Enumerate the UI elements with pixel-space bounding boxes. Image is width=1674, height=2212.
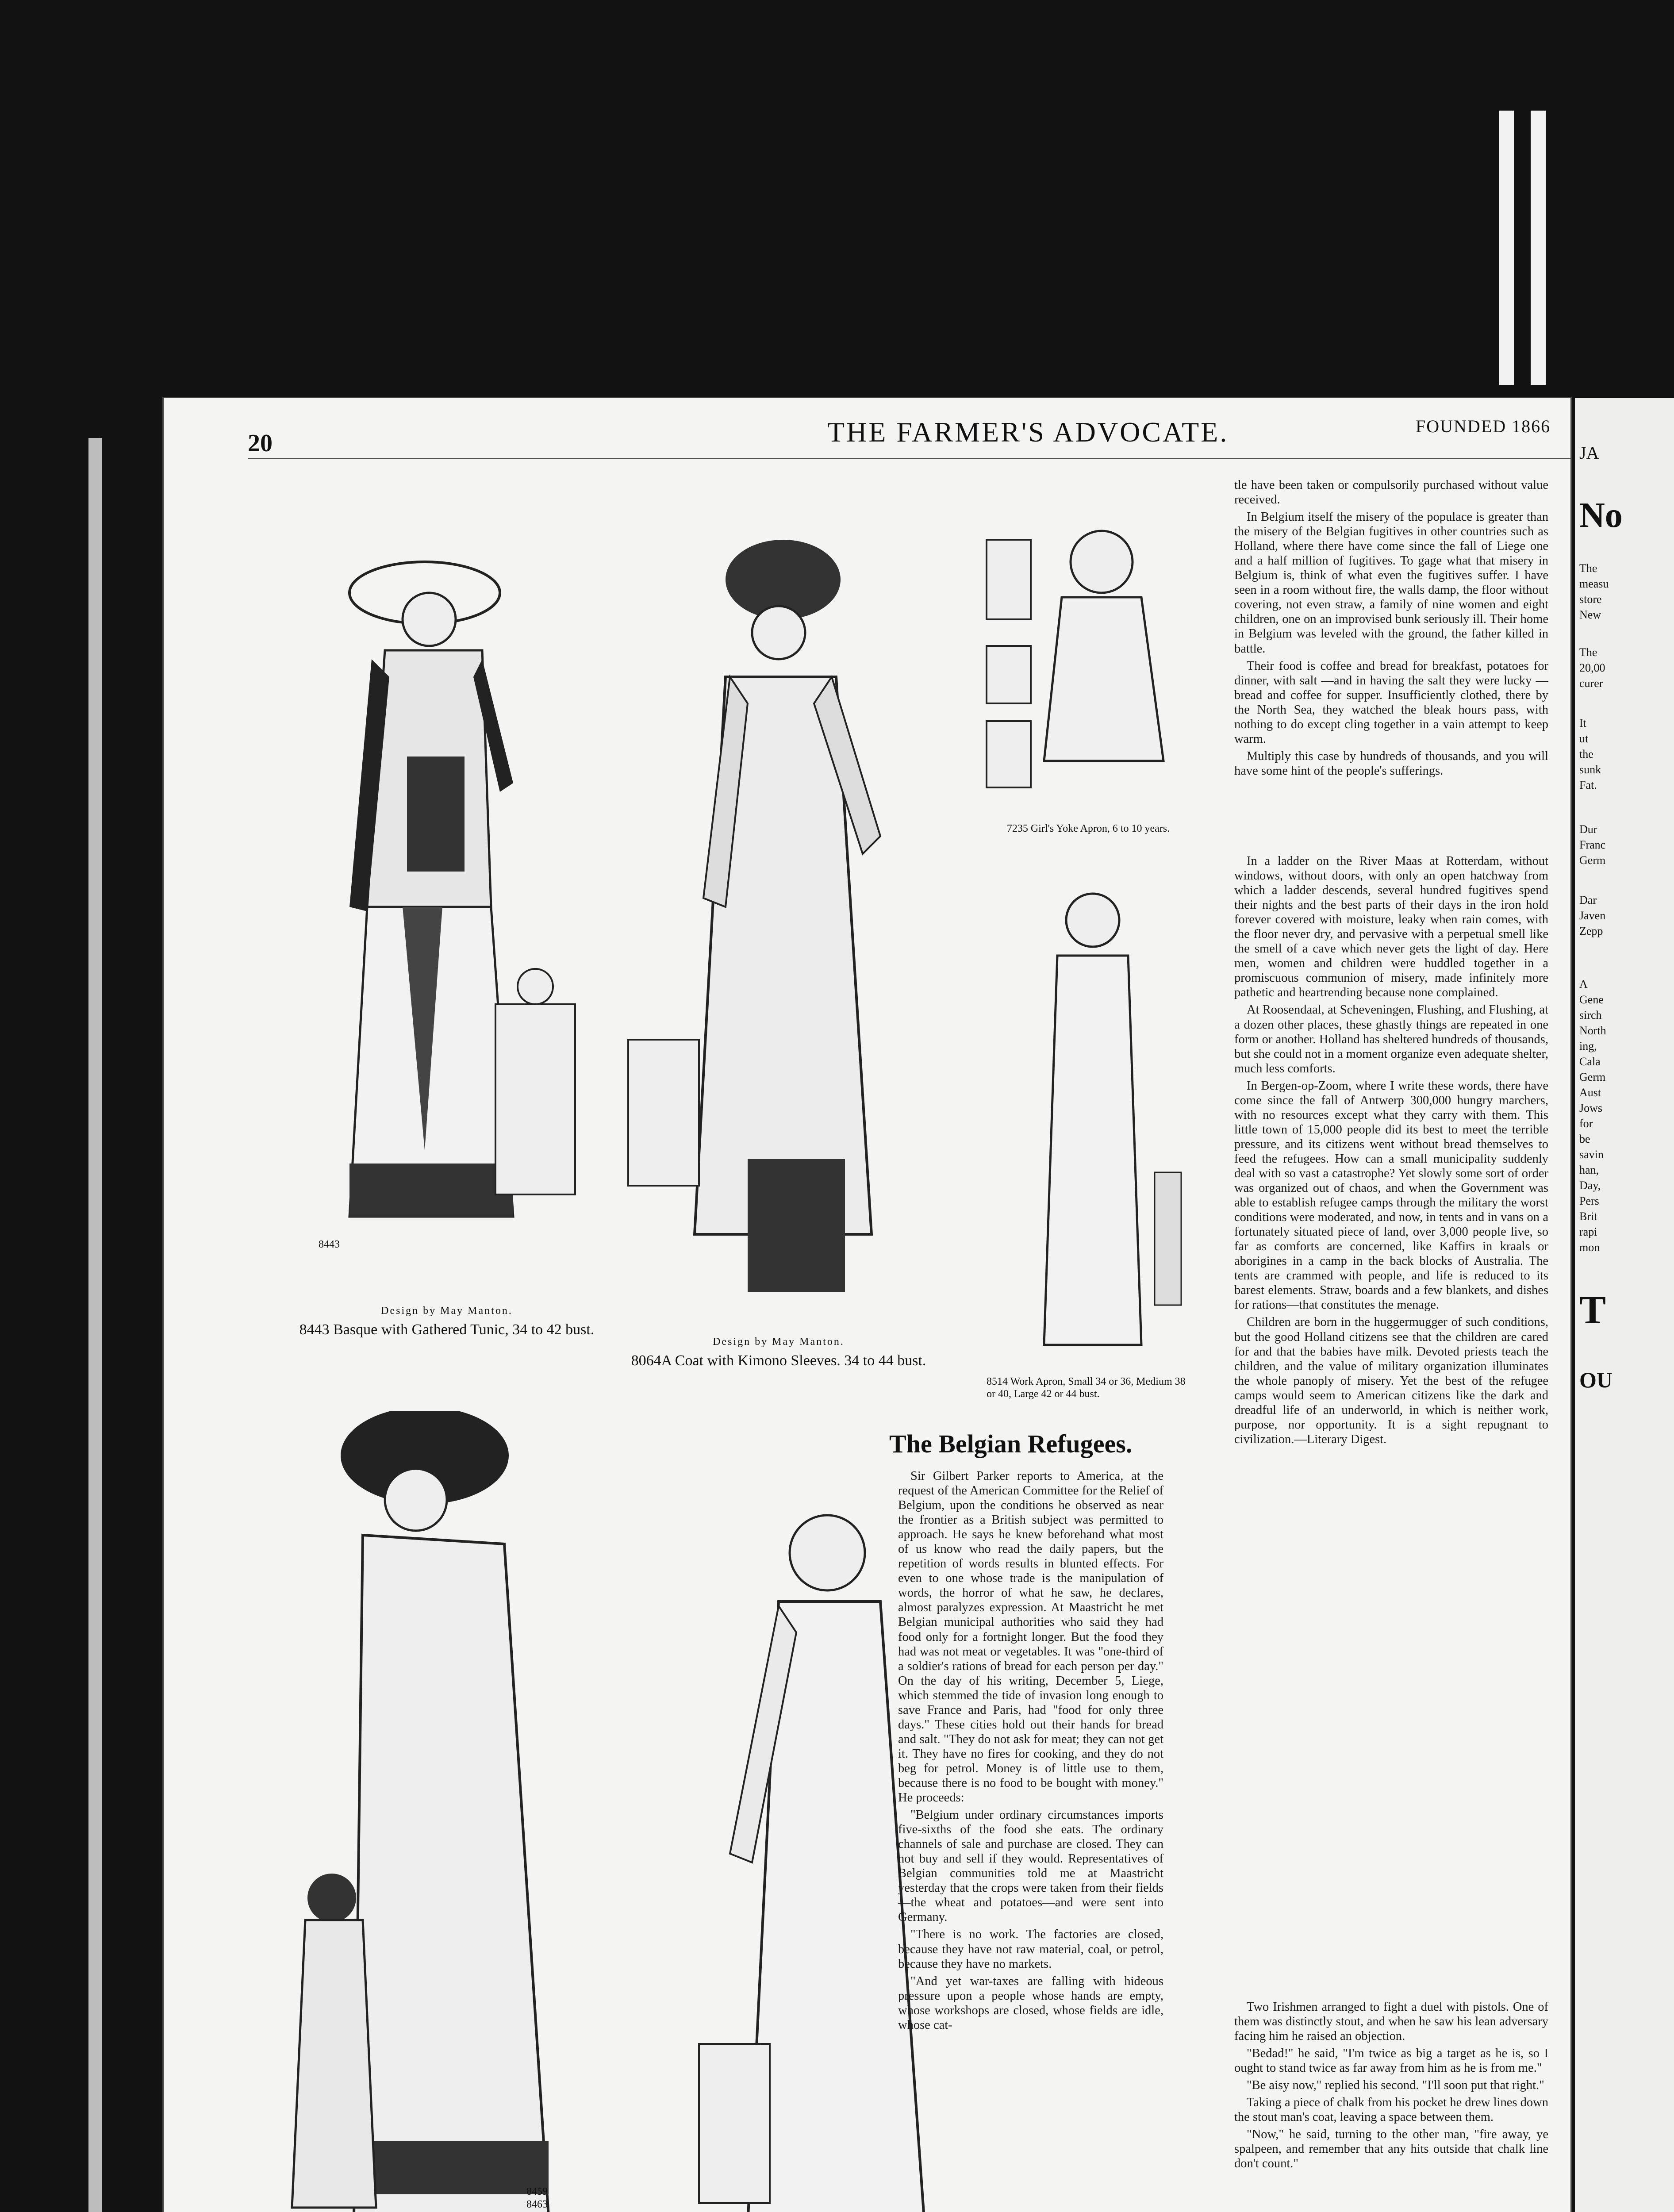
figure-basque-illustration <box>283 509 593 1283</box>
article-paragraph: Sir Gilbert Parker reports to America, at the request of the American Committee for the Relief of Belgium, upon the conditions he observed as near the frontier as a British subject was permitted to approach. He says he knew beforehand what most of us know who read the daily papers, but the repetition of words results in blunted effects. For even to one whose trade is the manipulation of words, the horror of what he saw, he declares, almost paralyzes expression. At Maastricht he met Belgian municipal authorities who said they had food only for a fortnight longer. But the food they had was not meat or vegetables. It was "one-third of a soldier's rations of bread for each person per day." On the day of his writing, December 5, Liege, which stemmed the tide of invasion long enough to save France and Paris, had "food for only three days." These cities hold out their hands for bread and salt. "They do not ask for meat; they can not get it. They have no fires for cooking, and they do not beg for petrol. Money is of little use to them, because there is no food to be bought with money." He proceeds: <box>898 1469 1163 1805</box>
fragment-text: The <box>1579 646 1597 659</box>
fragment-text: store <box>1579 593 1602 606</box>
fragment-text: ut <box>1579 732 1589 745</box>
fragment-text: savin <box>1579 1148 1604 1161</box>
fragment-text: rapi <box>1579 1225 1597 1238</box>
adjacent-page-fragment <box>1575 398 1674 2212</box>
newspaper-page <box>164 398 1570 2212</box>
fragment-text: Brit <box>1579 1210 1597 1223</box>
figure-coat-illustration <box>615 518 925 1305</box>
founded-line: FOUNDED 1866 <box>1416 416 1551 436</box>
figure-caption <box>279 1305 615 1338</box>
scan-tape-mark <box>1499 111 1514 385</box>
fragment-text: Dar <box>1579 894 1597 906</box>
fragment-text: Cala <box>1579 1055 1601 1068</box>
fragment-text: Zepp <box>1579 925 1603 937</box>
article-column <box>898 1469 1163 2212</box>
fragment-text: Germ <box>1579 854 1606 867</box>
anecdote-paragraph: "Be aisy now," replied his second. "I'll soon put that right." <box>1247 2078 1544 2093</box>
fragment-text: Pers <box>1579 1194 1599 1207</box>
continued-column-top <box>1234 478 1548 849</box>
fragment-text: sunk <box>1579 763 1601 776</box>
column-paragraph: Children are born in the huggermugger of such conditions, but the good Holland citizens see that the children are cared for and that the babies have milk. Devoted priests teach the children, and the value of military organization illuminates the whole panoply of misery. Yet the best of the refugee camps would seem to American citizens like the dark and dreadful life of an underworld, in which is neither work, purpose, nor opportunity. It is a sight repugnant to civilization.—Literary Digest. <box>1234 1315 1548 1446</box>
figure-caption: 8514 Work Apron, Small 34 or 36, Medium 38 or 40, Large 42 or 44 bust. <box>987 1376 1186 1400</box>
fragment-text: measu <box>1579 577 1609 590</box>
fragment-text: Javen <box>1579 909 1606 922</box>
article-paragraph: "And yet war-taxes are falling with hideous pressure upon a people whose hands are empty, whose workshops are closed, whose fields are idle, whose cat- <box>898 1974 1163 2032</box>
scan-tape-mark <box>1531 111 1546 385</box>
column-paragraph: Multiply this case by hundreds of thousands, and you will have some hint of the people's sufferings. <box>1234 749 1548 778</box>
continued-column-middle <box>1234 854 1548 1986</box>
caption-text: 8064A Coat with Kimono Sleeves. 34 to 44 bust. <box>631 1352 926 1369</box>
anecdote-paragraph: "Bedad!" he said, "I'm twice as big a target as he is, so I ought to stand twice as far away from him as he is from me." <box>1234 2047 1548 2075</box>
figure-caption <box>610 1336 947 1369</box>
anecdote-column <box>1234 2000 1548 2212</box>
fragment-text: No <box>1579 496 1623 535</box>
column-paragraph: At Roosendaal, at Scheveningen, Flushing, and Flushing, at a dozen other places, these ghastly things are repeated in one form or another. Holland has sheltered hundreds of thousands, but she could not in a moment organize even adequate shelter, much less comforts. <box>1234 1003 1548 1075</box>
figure-number: 8459 8463 <box>526 2186 548 2210</box>
figure-number: 8443 <box>319 1239 340 1250</box>
fragment-text: JA <box>1579 443 1599 463</box>
fragment-text: Franc <box>1579 838 1606 851</box>
fragment-text: It <box>1579 717 1586 730</box>
article-paragraph: "Belgium under ordinary circumstances imports five-sixths of the food she eats. The ordinary channels of sale and purchase are closed. They can not buy and sell if they would. Representatives of Belgian communities told me at Maastricht yesterday that the crops were taken from their fields—the wheat and potatoes—and were sent into Germany. <box>898 1808 1163 1924</box>
page-number: 20 <box>248 430 273 457</box>
article-title: The Belgian Refugees. <box>889 1429 1133 1458</box>
fragment-text: Fat. <box>1579 779 1597 791</box>
anecdote-paragraph: Two Irishmen arranged to fight a duel with pistols. One of them was distinctly stout, and when he saw his lean adversary facing him he raised an objection. <box>1234 2000 1548 2043</box>
fragment-text: Gene <box>1579 993 1604 1006</box>
column-paragraph: tle have been taken or compulsorily purchased without value received. <box>1234 478 1548 507</box>
fragment-text: be <box>1579 1133 1590 1145</box>
fragment-text: sirch <box>1579 1009 1602 1022</box>
fragment-text: 20,00 <box>1579 661 1605 674</box>
fragment-text: T <box>1579 1288 1606 1332</box>
header-rule <box>248 458 1570 459</box>
fragment-text: OU <box>1579 1367 1613 1392</box>
fragment-text: A <box>1579 978 1588 991</box>
fragment-text: Aust <box>1579 1086 1601 1099</box>
fragment-text: The <box>1579 562 1597 575</box>
fragment-text: Day, <box>1579 1179 1601 1192</box>
fragment-text: Germ <box>1579 1071 1606 1083</box>
column-paragraph: In Belgium itself the misery of the populace is greater than the misery of the Belgian fugitives in other countries such as Holland, where there have come since the fall of Liege one and a half million of fugitives. To gage what that misery in Belgium is, think of what even the fugitives suffer. I have seen in a room without fire, the walls damp, the floor without covering, not even straw, a family of nine women and eight children, one on an improvised bunk seriously ill. Their home in Belgium was leveled with the ground, the father killed in battle. <box>1234 510 1548 656</box>
fragment-text: Jows <box>1579 1102 1603 1114</box>
fragment-text: mon <box>1579 1241 1600 1254</box>
scan-left-edge <box>88 438 102 2212</box>
anecdote-paragraph: "Now," he said, turning to the other man, "fire away, ye spalpeen, and remember that any hits outside that chalk line don't count." <box>1234 2128 1548 2171</box>
page-header <box>164 398 1570 469</box>
figure-caption: 7235 Girl's Yoke Apron, 6 to 10 years. <box>1006 823 1170 834</box>
fashion-illustration-icon <box>283 509 593 1283</box>
design-credit: Design by May Manton. <box>713 1336 845 1348</box>
figure-work-apron-illustration <box>987 885 1199 1371</box>
fragment-text: the <box>1579 748 1593 760</box>
design-credit: Design by May Manton. <box>381 1305 513 1317</box>
fragment-text: curer <box>1579 677 1603 690</box>
column-paragraph: In a ladder on the River Maas at Rotterdam, without windows, without doors, with only an open hatchway from which a ladder descends, several hundred fugitives spend their nights and the best parts of their days in the iron hold forever covered with moisture, leaky when rain comes, with the floor never dry, and pervasive with a perpetual smell like the smell of a cave which never gets the light of day. Here men, women and children were huddled together in a promiscuous communion of misery, made infinitely more pathetic and heartrending because none complained. <box>1234 854 1548 1000</box>
column-paragraph: In Bergen-op-Zoom, where I write these words, there have come since the fall of Antwerp 300,000 hungry marchers, with no resources except what they carry with them. This little town of 15,000 people did its best to meet the terrible pressure, and its citizens went without bread themselves to feed the refugees. How can a small municipality suddenly deal with so vast a catastrophe? Yet slowly some sort of order was organized out of chaos, and when the Government was able to establish refugee camps through the military the worst conditions were moderated, and now, in tents and in vans on a fortunately situated piece of land, over 3,000 people live, so far as comforts are concerned, like Kaffirs in kraals or aborigines in a camp in the back blocks of Australia. The tents are crammed with people, and life is reduced to its barest elements. Straw, boards and a few blankets, and dishes for rations—that constitutes the menage. <box>1234 1079 1548 1312</box>
fragment-text: ing, <box>1579 1040 1597 1052</box>
masthead: THE FARMER'S ADVOCATE. <box>827 416 1229 448</box>
article-paragraph: "There is no work. The factories are closed, because they have not raw material, coal, or petrol, because they have no markets. <box>898 1928 1163 1971</box>
anecdote-paragraph: Taking a piece of chalk from his pocket he drew lines down the stout man's coat, leaving a space between them. <box>1234 2096 1548 2124</box>
fragment-text: Dur <box>1579 823 1597 836</box>
figure-girls-apron-illustration <box>978 513 1199 814</box>
fragment-text: New <box>1579 608 1601 621</box>
fragment-text: for <box>1579 1117 1593 1130</box>
fragment-text: han, <box>1579 1164 1599 1176</box>
figure-raglan-coat-illustration <box>257 1411 664 2212</box>
caption-text: 8443 Basque with Gathered Tunic, 34 to 42 bust. <box>299 1321 595 1338</box>
fragment-text: North <box>1579 1024 1606 1037</box>
column-paragraph: Their food is coffee and bread for breakfast, potatoes for dinner, with salt —and in having the salt they were lucky —bread and coffee for supper. Insufficiently clothed, there by the North Sea, they watched the bleak hours pass, with nothing to do except cling together in a vain attempt to keep warm. <box>1234 659 1548 746</box>
